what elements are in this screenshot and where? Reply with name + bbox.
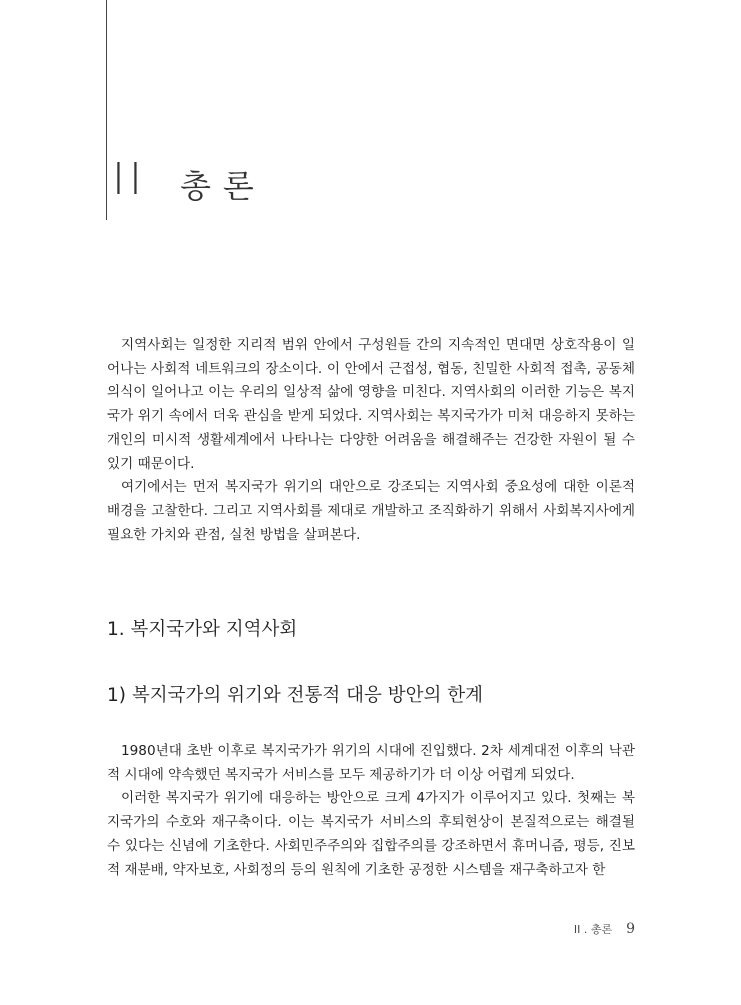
subsection-heading: 1) 복지국가의 위기와 전통적 대응 방안의 한계 [107,685,483,706]
chapter-rule [106,0,107,220]
paragraph: 1980년대 초반 이후로 복지국가가 위기의 시대에 진입했다. 2차 세계대전 이후의 낙관적 시대에 약속했던 복지국가 서비스를 모두 제공하기가 더 이상 어렵게 되었다. [107,743,635,783]
intro-text [107,334,635,547]
paragraph: 이러한 복지국가 위기에 대응하는 방안으로 크게 4가지가 이루어지고 있다. 첫째는 복지국가의 수호와 재구축이다. 이는 복지국가 서비스의 후퇴현상이 본질적으로는 해결될 수 있다는 신념에 기초한다. 사회민주주의와 집합주의를 강조하면서 휴머니즘, 평등, 진보적 재분배, 약자보호, 사회정의 등의 원칙에 기초한 공정한 시스템을 재구축하고자 한 [107,790,635,878]
running-title: II . 총론 [573,923,613,936]
section-text [107,740,635,882]
paragraph: 지역사회는 일정한 지리적 범위 안에서 구성원들 간의 지속적인 면대면 상호작용이 일어나는 사회적 네트워크의 장소이다. 이 안에서 근접성, 협동, 친밀한 사회적 접촉, 공동체의식이 일어나고 이는 우리의 일상적 삶에 영향을 미친다. 지역사회의 이러한 기능은 복지국가 위기 속에서 더욱 관심을 받게 되었다. 지역사회는 복지국가가 미처 대응하지 못하는 개인의 미시적 생활세계에서 나타나는 다양한 어려움을 해결해주는 건강한 자원이 될 수 있기 때문이다. [107,337,636,472]
chapter-title: 총론 [180,167,266,205]
page-footer [574,921,635,937]
paragraph: 여기에서는 먼저 복지국가 위기의 대안으로 강조되는 지역사회 중요성에 대한 이론적 배경을 고찰한다. 그리고 지역사회를 제대로 개발하고 조직화하기 위해서 사회복지사에게 필요한 가치와 관점, 실천 방법을 살펴본다. [107,479,635,543]
page-number: 9 [626,921,635,937]
chapter-number: II [112,154,146,205]
section-heading: 1. 복지국가와 지역사회 [107,619,298,640]
